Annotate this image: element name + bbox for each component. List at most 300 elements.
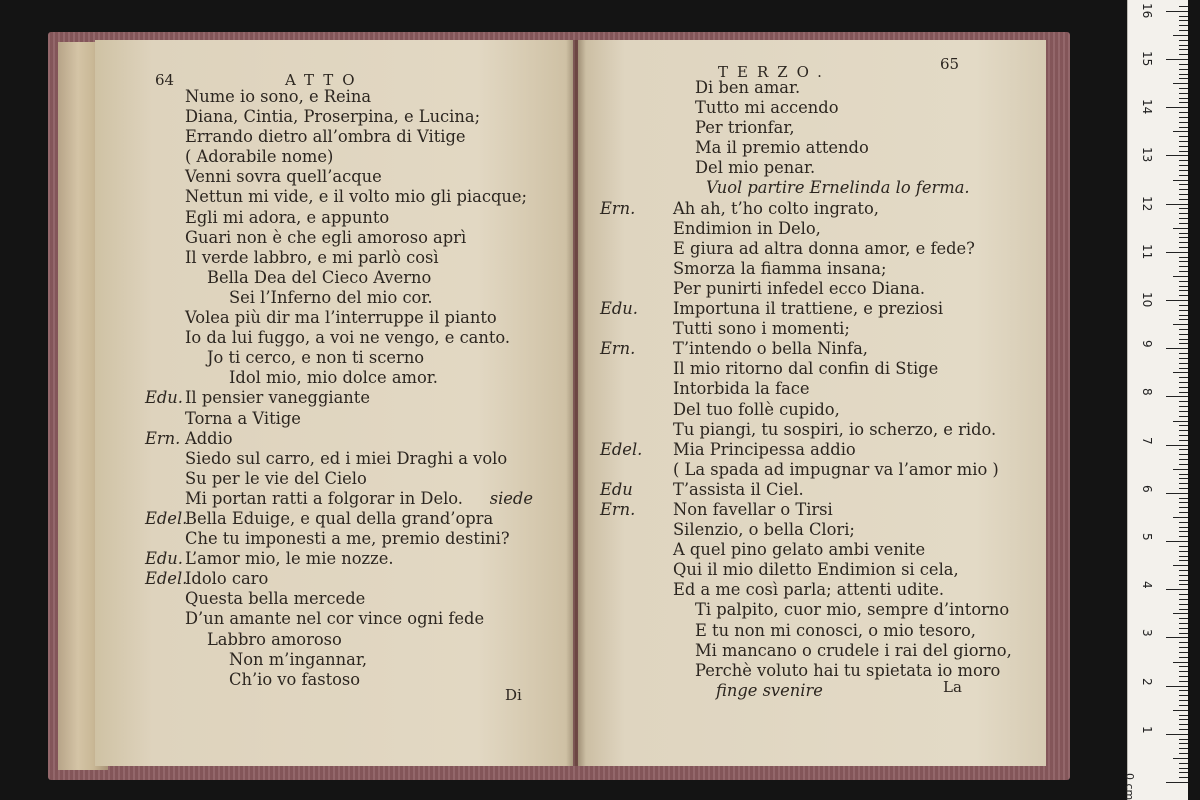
ruler-tick [1179, 88, 1188, 89]
ruler-tick [1179, 743, 1188, 744]
ruler-tick [1179, 54, 1188, 55]
text-line [578, 98, 1046, 118]
verse-text: ( Adorabile nome) [185, 147, 334, 167]
text-line [95, 529, 573, 549]
ruler-tick [1179, 382, 1188, 383]
text-line [95, 409, 573, 429]
text-line [578, 580, 1046, 600]
verse-text: Addio [185, 428, 233, 448]
verse-text: Questa bella mercede [185, 589, 366, 609]
verse-text: Nume io sono, e Reina [185, 87, 372, 106]
ruler-tick [1179, 531, 1188, 532]
ruler-tick [1179, 430, 1188, 431]
ruler-tick [1179, 642, 1188, 643]
verse-text: Il pensier vaneggiante [185, 388, 370, 408]
verse-text: Diana, Cintia, Proserpina, e Lucina; [185, 107, 481, 127]
ruler-tick [1179, 343, 1188, 344]
ruler-tick [1179, 363, 1188, 364]
ruler-number: 5 [1140, 533, 1154, 541]
ruler-tick [1179, 64, 1188, 65]
verse-text: L’amor mio, le mie nozze. [185, 549, 394, 569]
ruler-tick [1166, 252, 1188, 253]
ruler-tick [1179, 401, 1188, 402]
ruler-tick [1179, 580, 1188, 581]
text-line [578, 400, 1046, 420]
verse-text: Intorbida la face [673, 379, 810, 399]
speaker-label: Edu. [145, 549, 183, 569]
ruler-tick [1179, 319, 1188, 320]
ruler-number: 3 [1140, 629, 1154, 638]
text-line [95, 248, 573, 268]
verse-text: Bella Eduige, e qual della grand’opra [185, 508, 494, 528]
speaker-label: Ern. [600, 339, 636, 359]
ruler-tick [1179, 666, 1188, 667]
text-line [578, 600, 1046, 620]
ruler-tick [1179, 739, 1188, 740]
ruler-tick [1179, 502, 1188, 503]
ruler-tick [1179, 652, 1188, 653]
text-line [578, 500, 1046, 520]
ruler-tick [1179, 546, 1188, 547]
ruler-tick [1166, 782, 1188, 783]
ruler-tick [1179, 512, 1188, 513]
text-line [578, 681, 1046, 701]
verse-text: Ti palpito, cuor mio, sempre d’intorno [695, 600, 1010, 620]
verse-text: Mi portan ratti a folgorar in Delo. [185, 488, 463, 508]
ruler-tick [1173, 228, 1188, 229]
text-line [95, 228, 573, 248]
verse-text: Siedo sul carro, ed i miei Draghi a volo [185, 448, 508, 468]
verse-text: Guari non è che egli amoroso aprì [185, 227, 467, 247]
ruler-tick [1179, 536, 1188, 537]
verse-text: T’intendo o bella Ninfa, [673, 339, 868, 359]
ruler-tick [1179, 98, 1188, 99]
ruler-tick [1179, 705, 1188, 706]
stage-direction: Vuol partire Ernelinda lo ferma. [706, 178, 970, 198]
ruler-tick [1179, 647, 1188, 648]
text-line [578, 480, 1046, 500]
ruler-tick [1166, 300, 1188, 301]
ruler-number: 11 [1140, 243, 1154, 260]
verse-text: Mi mancano o crudele i rai del giorno, [695, 640, 1012, 660]
ruler-tick [1173, 35, 1188, 36]
speaker-label: Edu. [145, 388, 183, 408]
verse-text: Su per le vie del Cielo [185, 468, 367, 488]
speaker-label: Edel. [145, 508, 188, 528]
text-line [578, 359, 1046, 379]
ruler-number: 9 [1140, 340, 1154, 348]
verse-text: Non m’ingannar, [229, 649, 367, 669]
ruler-tick [1179, 127, 1188, 128]
ruler-tick [1173, 565, 1188, 566]
ruler-tick [1179, 763, 1188, 764]
ruler-tick [1166, 589, 1188, 590]
ruler-tick [1179, 676, 1188, 677]
text-line [95, 589, 573, 609]
ruler-tick [1179, 594, 1188, 595]
ruler-tick [1179, 218, 1188, 219]
ruler-tick [1179, 146, 1188, 147]
verse-text: T’assista il Ciel. [673, 479, 804, 499]
text-line [95, 147, 573, 167]
ruler-tick [1179, 281, 1188, 282]
verse-text: Di ben amar. [695, 78, 801, 97]
ruler-tick [1179, 575, 1188, 576]
text-line [95, 288, 573, 308]
ruler-number: 7 [1140, 436, 1154, 445]
ruler-tick [1179, 6, 1188, 7]
verse-text: Importuna il trattiene, e preziosi [673, 299, 944, 319]
ruler-tick [1179, 695, 1188, 696]
ruler-tick [1179, 199, 1188, 200]
verse-text: Del tuo follè cupido, [673, 399, 840, 419]
ruler-tick [1179, 584, 1188, 585]
speaker-label: Edu. [600, 299, 638, 319]
ruler-tick [1179, 25, 1188, 26]
ruler-tick [1179, 237, 1188, 238]
verse-text: Torna a Vitige [185, 408, 301, 428]
verse-text: E tu non mi conosci, o mio tesoro, [695, 620, 976, 640]
ruler-tick [1179, 160, 1188, 161]
text-line [95, 208, 573, 228]
verse-text: Ma il premio attendo [695, 138, 869, 158]
ruler-tick [1179, 483, 1188, 484]
text-line [95, 630, 573, 650]
text-line [95, 569, 573, 589]
ruler-tick [1166, 396, 1188, 397]
ruler-tick [1173, 517, 1188, 518]
ruler-tick [1166, 686, 1188, 687]
ruler-tick [1179, 604, 1188, 605]
verse-text: Idolo caro [185, 569, 269, 589]
speaker-label: Ern. [145, 428, 181, 448]
ruler-tick [1173, 180, 1188, 181]
ruler-tick [1179, 507, 1188, 508]
text-line [95, 348, 573, 368]
ruler-tick [1179, 387, 1188, 388]
ruler-number: 12 [1140, 195, 1154, 211]
ruler-tick [1179, 411, 1188, 412]
text-line [95, 650, 573, 670]
text-line [578, 279, 1046, 299]
text-line [95, 670, 573, 690]
ruler-tick [1179, 353, 1188, 354]
ruler-tick [1173, 276, 1188, 277]
ruler-tick [1179, 406, 1188, 407]
ruler-tick [1179, 40, 1188, 41]
ruler-tick [1179, 628, 1188, 629]
verse-text: Per punirti infedel ecco Diana. [673, 278, 926, 298]
ruler-number: 16 [1140, 2, 1154, 19]
ruler-tick [1173, 372, 1188, 373]
text-lines [578, 78, 1046, 701]
stage-direction: finge svenire [716, 680, 823, 700]
text-line [578, 339, 1046, 359]
ruler-tick [1179, 49, 1188, 50]
left-page [95, 40, 573, 766]
verse-text: Perchè voluto hai tu spietata io moro [695, 660, 1001, 680]
ruler-tick [1179, 295, 1188, 296]
ruler-number: 4 [1140, 581, 1154, 589]
verse-text: Egli mi adora, e appunto [185, 207, 390, 227]
ruler-tick [1179, 136, 1188, 137]
ruler-tick [1179, 719, 1188, 720]
ruler-number: 15 [1140, 51, 1154, 67]
ruler-tick [1179, 213, 1188, 214]
text-line [95, 489, 573, 509]
ruler-tick [1179, 777, 1188, 778]
ruler-tick [1179, 522, 1188, 523]
ruler-tick [1179, 671, 1188, 672]
running-head: TERZO. [718, 63, 831, 81]
ruler-tick [1179, 102, 1188, 103]
ruler-tick [1179, 93, 1188, 94]
ruler-tick [1179, 266, 1188, 267]
ruler-tick [1173, 131, 1188, 132]
ruler-tick [1179, 286, 1188, 287]
verse-text: Jo ti cerco, e non ti scerno [207, 348, 425, 368]
ruler-tick [1179, 768, 1188, 769]
ruler-tick [1166, 541, 1188, 542]
verse-text: Tu piangi, tu sospiri, io scherzo, e rido. [673, 419, 997, 439]
ruler-tick [1179, 290, 1188, 291]
ruler-tick [1166, 107, 1188, 108]
ruler-tick [1179, 609, 1188, 610]
verse-text: A quel pino gelato ambi venite [673, 540, 926, 560]
ruler-tick [1179, 208, 1188, 209]
text-line [578, 219, 1046, 239]
verse-text: Idol mio, mio dolce amor. [229, 368, 438, 388]
verse-text: Non favellar o Tirsi [673, 499, 833, 519]
verse-text: Il verde labbro, e mi parlò così [185, 247, 439, 267]
catchword: Di [505, 686, 522, 704]
text-line [95, 308, 573, 328]
text-line [578, 641, 1046, 661]
ruler-tick [1179, 551, 1188, 552]
ruler-tick [1179, 74, 1188, 75]
verse-text: Ah ah, t’ho colto ingrato, [673, 198, 879, 218]
ruler-tick [1179, 464, 1188, 465]
ruler-number: 14 [1140, 99, 1154, 115]
speaker-label: Edel. [600, 439, 643, 459]
measuring-ruler [1123, 0, 1188, 800]
ruler-tick [1179, 358, 1188, 359]
ruler-tick [1179, 690, 1188, 691]
ruler-tick [1179, 310, 1188, 311]
text-line [95, 268, 573, 288]
ruler-number: 6 [1140, 484, 1154, 493]
ruler-tick [1179, 45, 1188, 46]
text-line [578, 621, 1046, 641]
ruler-tick [1179, 151, 1188, 152]
speaker-label: Ern. [600, 198, 636, 218]
verse-text: Sei l’Inferno del mio cor. [229, 287, 433, 307]
ruler-tick [1179, 368, 1188, 369]
stage-direction: siede [489, 488, 533, 508]
ruler-tick [1179, 78, 1188, 79]
running-head: ATTO [285, 71, 364, 89]
ruler-tick [1179, 700, 1188, 701]
verse-text: Volea più dir ma l’interruppe il pianto [185, 308, 497, 328]
ruler-tick [1179, 416, 1188, 417]
ruler-tick [1179, 141, 1188, 142]
ruler-tick [1173, 324, 1188, 325]
text-line [578, 560, 1046, 580]
text-line [95, 609, 573, 629]
ruler-tick [1179, 570, 1188, 571]
ruler-tick [1166, 445, 1188, 446]
ruler-tick [1179, 112, 1188, 113]
verse-text: Tutto mi accendo [695, 98, 839, 118]
ruler-tick [1166, 348, 1188, 349]
text-lines [95, 87, 573, 690]
ruler-tick [1179, 488, 1188, 489]
ruler-tick [1179, 334, 1188, 335]
verse-text: Il mio ritorno dal confin di Stige [673, 359, 939, 379]
ruler-tick [1179, 271, 1188, 272]
verse-text: D’un amante nel cor vince ogni fede [185, 609, 485, 629]
text-line [578, 118, 1046, 138]
speaker-label: Edel. [145, 569, 188, 589]
ruler-tick [1179, 223, 1188, 224]
ruler-tick [1173, 662, 1188, 663]
text-line [578, 259, 1046, 279]
text-line [578, 239, 1046, 259]
text-line [578, 661, 1046, 681]
ruler-tick [1179, 527, 1188, 528]
ruler-tick [1166, 637, 1188, 638]
ruler-tick [1179, 449, 1188, 450]
ruler-tick [1179, 184, 1188, 185]
verse-text: ( La spada ad impugnar va l’amor mio ) [673, 459, 999, 479]
book-gutter [566, 40, 586, 766]
text-line [578, 440, 1046, 460]
ruler-tick [1179, 165, 1188, 166]
verse-text: Ch’io vo fastoso [229, 669, 361, 689]
verse-text: E giura ad altra donna amor, e fede? [673, 238, 975, 258]
ruler-tick [1179, 305, 1188, 306]
ruler-tick [1179, 117, 1188, 118]
verse-text: Nettun mi vide, e il volto mio gli piacque; [185, 187, 527, 207]
ruler-tick [1179, 435, 1188, 436]
ruler-tick [1179, 122, 1188, 123]
speaker-label: Ern. [600, 499, 636, 519]
verse-text: Venni sovra quell’acque [185, 167, 382, 187]
page-number: 64 [155, 71, 175, 89]
text-line [578, 319, 1046, 339]
text-line [578, 520, 1046, 540]
ruler-tick [1179, 242, 1188, 243]
ruler-tick [1179, 478, 1188, 479]
ruler-tick [1173, 421, 1188, 422]
ruler-tick [1179, 440, 1188, 441]
ruler-tick [1173, 469, 1188, 470]
page-number: 65 [940, 55, 960, 73]
ruler-tick [1179, 315, 1188, 316]
text-line [95, 509, 573, 529]
ruler-tick [1179, 16, 1188, 17]
verse-text: Ed a me così parla; attenti udite. [673, 580, 945, 600]
ruler-tick [1179, 474, 1188, 475]
text-line [95, 469, 573, 489]
text-line [95, 187, 573, 207]
ruler-tick [1179, 748, 1188, 749]
ruler-tick [1179, 498, 1188, 499]
verse-text: Che tu imponesti a me, premio destini? [185, 529, 510, 549]
text-line [578, 379, 1046, 399]
verse-text: Errando dietro all’ombra di Vitige [185, 127, 466, 147]
speaker-label: Edu [600, 479, 633, 499]
ruler-tick [1179, 339, 1188, 340]
text-line [95, 87, 573, 107]
ruler-tick [1179, 69, 1188, 70]
text-line [95, 388, 573, 408]
ruler-tick [1179, 560, 1188, 561]
text-line [578, 178, 1046, 198]
ruler-tick [1179, 681, 1188, 682]
ruler-tick [1179, 454, 1188, 455]
ruler-tick [1179, 257, 1188, 258]
ruler-tick [1179, 194, 1188, 195]
text-line [95, 107, 573, 127]
ruler-tick [1179, 618, 1188, 619]
ruler-tick [1173, 613, 1188, 614]
text-line [95, 328, 573, 348]
catchword: La [943, 678, 962, 696]
ruler-number: 8 [1140, 388, 1154, 397]
ruler-tick [1179, 175, 1188, 176]
ruler-tick [1179, 170, 1188, 171]
ruler-tick [1179, 329, 1188, 330]
ruler-tick [1179, 261, 1188, 262]
ruler-tick [1179, 633, 1188, 634]
ruler-tick [1179, 425, 1188, 426]
ruler-tick [1166, 204, 1188, 205]
ruler-tick [1173, 758, 1188, 759]
ruler-tick [1166, 155, 1188, 156]
ruler-tick [1179, 753, 1188, 754]
ruler-tick [1166, 734, 1188, 735]
ruler-tick [1179, 392, 1188, 393]
text-line [578, 420, 1046, 440]
verse-text: Endimion in Delo, [673, 218, 821, 238]
ruler-tick [1179, 189, 1188, 190]
ruler-tick [1179, 772, 1188, 773]
text-line [578, 199, 1046, 219]
verse-text: Bella Dea del Cieco Averno [207, 267, 432, 287]
ruler-tick [1166, 11, 1188, 12]
text-line [95, 549, 573, 569]
text-line [578, 78, 1046, 98]
ruler-tick [1179, 729, 1188, 730]
text-line [95, 127, 573, 147]
text-line [578, 540, 1046, 560]
ruler-unit: 0 cm [1123, 773, 1136, 800]
ruler-tick [1179, 247, 1188, 248]
ruler-tick [1179, 657, 1188, 658]
ruler-tick [1179, 599, 1188, 600]
ruler-number: 13 [1140, 147, 1154, 163]
text-line [578, 138, 1046, 158]
ruler-tick [1173, 710, 1188, 711]
verse-text: Io da lui fuggo, a voi ne vengo, e canto. [185, 328, 511, 348]
verse-text: Per trionfar, [695, 118, 795, 138]
ruler-number: 10 [1140, 292, 1154, 308]
verse-text: Tutti sono i momenti; [673, 319, 850, 339]
verse-text: Qui il mio diletto Endimion si cela, [673, 560, 959, 580]
text-line [95, 429, 573, 449]
text-line [578, 460, 1046, 480]
